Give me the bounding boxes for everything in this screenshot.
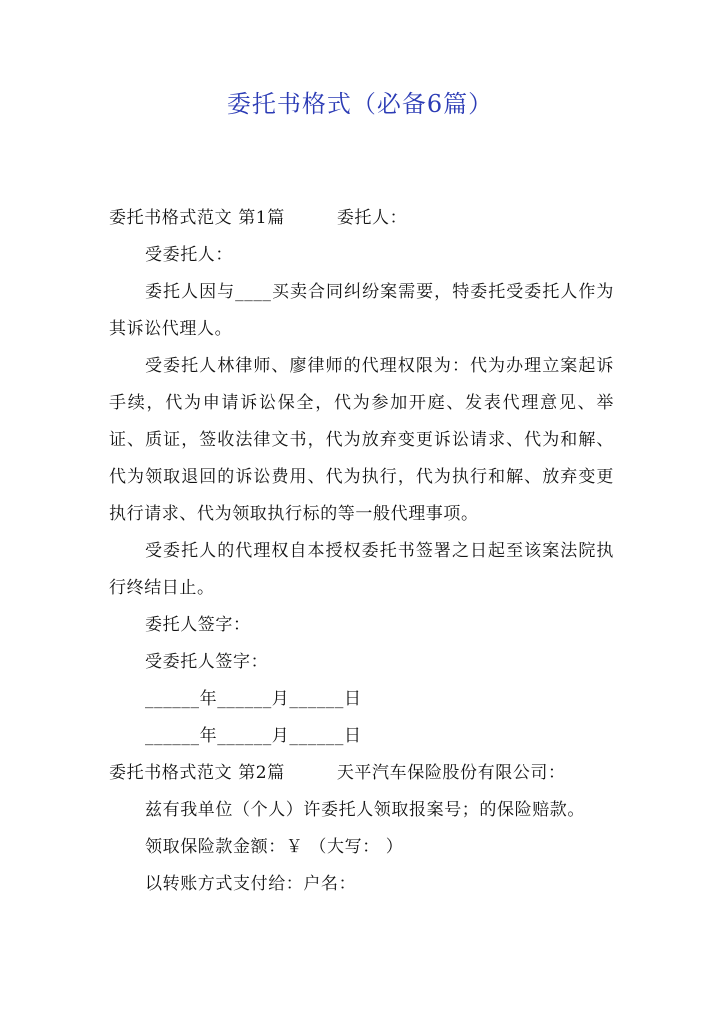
section-heading-label: 委托书格式范文 第2篇	[109, 763, 285, 783]
paragraph: 受委托人的代理权自本授权委托书签署之日起至该案法院执行终结日止。	[109, 541, 614, 598]
section-heading-text: 天平汽车保险股份有限公司：	[336, 763, 566, 783]
paragraph: 兹有我单位（个人）许委托人领取报案号；的保险赔款。	[145, 800, 585, 820]
agent-signature-line: 受委托人签字：	[145, 652, 269, 672]
section-heading-2	[109, 755, 614, 792]
date-line: ______年______月______日	[145, 726, 362, 746]
section-heading-label: 委托书格式范文 第1篇	[109, 208, 285, 228]
section-heading-text: 委托人：	[336, 208, 408, 228]
principal-signature-line: 委托人签字：	[145, 615, 251, 635]
section-heading-1	[109, 200, 614, 237]
document-title: 委托书格式（必备6篇）	[226, 90, 494, 118]
paragraph: 受委托人林律师、廖律师的代理权限为：代为办理立案起诉手续，代为申请诉讼保全，代为参加开庭、发表代理意见、举证、质证，签收法律文书，代为放弃变更诉讼请求、代为和解、代为领取退回的诉讼费用、代为执行，代为执行和解、放弃变更执行请求、代为领取执行标的等一般代理事项。	[109, 356, 614, 524]
paragraph: 以转账方式支付给：户名：	[145, 874, 357, 894]
paragraph: 领取保险款金额：￥ （大写： ）	[145, 837, 404, 857]
paragraph: 委托人因与____买卖合同纠纷案需要，特委托受委托人作为其诉讼代理人。	[109, 282, 614, 339]
date-line: ______年______月______日	[145, 689, 362, 709]
document-body	[109, 200, 614, 903]
paragraph: 受委托人：	[145, 245, 233, 265]
